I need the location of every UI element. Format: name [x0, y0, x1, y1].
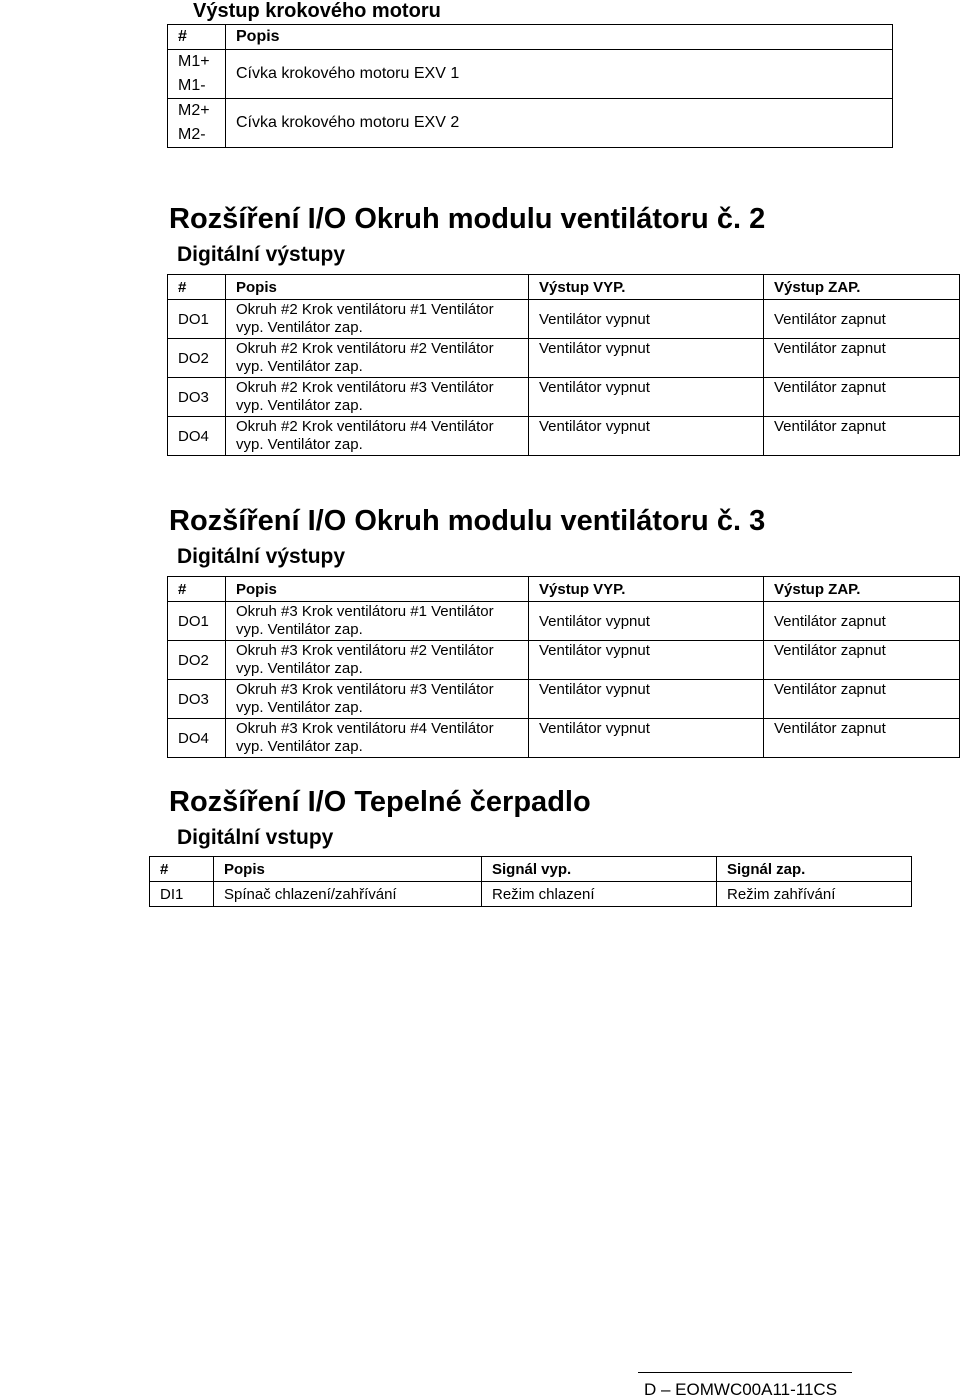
description-line: vyp. Ventilátor zap. [236, 319, 363, 336]
description-line: Okruh #2 Krok ventilátoru #1 Ventilátor [236, 301, 494, 318]
description-line: vyp. Ventilátor zap. [236, 699, 363, 716]
output-on-value: Ventilátor zapnut [764, 300, 960, 339]
output-off-value: Ventilátor vypnut [529, 641, 764, 680]
output-off-value: Ventilátor vypnut [529, 378, 764, 417]
description-cell [226, 417, 529, 456]
col-header-description: Popis [214, 857, 482, 882]
table-row [168, 417, 960, 456]
description-cell [226, 300, 529, 339]
col-header-description: Popis [226, 25, 893, 50]
description-line: vyp. Ventilátor zap. [236, 621, 363, 638]
output-id: DO4 [168, 417, 226, 456]
signal-off-value: Režim chlazení [482, 882, 717, 907]
col-header-output-on: Výstup ZAP. [764, 577, 960, 602]
description-cell [226, 602, 529, 641]
col-header-number: # [168, 275, 226, 300]
table-row [168, 680, 960, 719]
document-code: D – EOMWC00A11-11CS [644, 1380, 838, 1399]
output-id: DO1 [168, 602, 226, 641]
table-row [168, 719, 960, 758]
fan2-section-subtitle: Digitální výstupy [177, 243, 346, 266]
terminal-code: M1+ [168, 50, 226, 75]
pump-section-subtitle: Digitální vstupy [177, 826, 334, 849]
table-row [168, 300, 960, 339]
output-id: DO2 [168, 339, 226, 378]
fan3-section-subtitle: Digitální výstupy [177, 545, 346, 568]
output-on-value: Ventilátor zapnut [764, 641, 960, 680]
col-header-signal-off: Signál vyp. [482, 857, 717, 882]
description-line: Okruh #2 Krok ventilátoru #4 Ventilátor [236, 418, 494, 435]
terminal-code: M2+ [168, 99, 226, 124]
fan3-section-title: Rozšíření I/O Okruh modulu ventilátoru č. 3 [169, 505, 766, 537]
signal-on-value: Režim zahřívání [717, 882, 912, 907]
description-line: vyp. Ventilátor zap. [236, 358, 363, 375]
table-row [168, 641, 960, 680]
col-header-description: Popis [226, 577, 529, 602]
description-cell [226, 378, 529, 417]
table-header-row [168, 275, 960, 300]
description-line: Okruh #3 Krok ventilátoru #2 Ventilátor [236, 642, 494, 659]
description-line: vyp. Ventilátor zap. [236, 738, 363, 755]
table-row [168, 602, 960, 641]
motor-section-title: Výstup krokového motoru [193, 0, 441, 22]
output-id: DO1 [168, 300, 226, 339]
description-line: Okruh #2 Krok ventilátoru #2 Ventilátor [236, 340, 494, 357]
col-header-description: Popis [226, 275, 529, 300]
output-id: DO4 [168, 719, 226, 758]
col-header-output-on: Výstup ZAP. [764, 275, 960, 300]
output-off-value: Ventilátor vypnut [529, 339, 764, 378]
description-cell: Cívka krokového motoru EXV 1 [226, 50, 893, 99]
motor-table [167, 24, 893, 148]
table-row [168, 50, 893, 75]
table-row [168, 378, 960, 417]
description-cell [226, 641, 529, 680]
table-header-row [168, 577, 960, 602]
output-on-value: Ventilátor zapnut [764, 602, 960, 641]
pump-section-title: Rozšíření I/O Tepelné čerpadlo [169, 786, 591, 818]
description-line: Okruh #2 Krok ventilátoru #3 Ventilátor [236, 379, 494, 396]
output-id: DO3 [168, 378, 226, 417]
table-header-row [168, 25, 893, 50]
output-on-value: Ventilátor zapnut [764, 680, 960, 719]
table-row [168, 99, 893, 124]
description-cell [226, 719, 529, 758]
terminal-code: M1- [168, 74, 226, 99]
output-on-value: Ventilátor zapnut [764, 417, 960, 456]
fan2-section-title: Rozšíření I/O Okruh modulu ventilátoru č. 2 [169, 203, 766, 235]
output-id: DO2 [168, 641, 226, 680]
col-header-number: # [150, 857, 214, 882]
description-line: Okruh #3 Krok ventilátoru #1 Ventilátor [236, 603, 494, 620]
col-header-number: # [168, 25, 226, 50]
output-off-value: Ventilátor vypnut [529, 300, 764, 339]
description-line: Okruh #3 Krok ventilátoru #3 Ventilátor [236, 681, 494, 698]
fan2-table [167, 274, 960, 456]
output-on-value: Ventilátor zapnut [764, 339, 960, 378]
output-on-value: Ventilátor zapnut [764, 378, 960, 417]
terminal-code: M2- [168, 123, 226, 148]
output-off-value: Ventilátor vypnut [529, 602, 764, 641]
description-line: vyp. Ventilátor zap. [236, 436, 363, 453]
output-id: DO3 [168, 680, 226, 719]
output-on-value: Ventilátor zapnut [764, 719, 960, 758]
fan3-table [167, 576, 960, 758]
description-line: vyp. Ventilátor zap. [236, 397, 363, 414]
description-cell [226, 680, 529, 719]
description-line: Okruh #3 Krok ventilátoru #4 Ventilátor [236, 720, 494, 737]
table-row [150, 882, 912, 907]
output-off-value: Ventilátor vypnut [529, 719, 764, 758]
input-id: DI1 [150, 882, 214, 907]
output-off-value: Ventilátor vypnut [529, 417, 764, 456]
col-header-signal-on: Signál zap. [717, 857, 912, 882]
table-row [168, 339, 960, 378]
description-cell: Spínač chlazení/zahřívání [214, 882, 482, 907]
col-header-output-off: Výstup VYP. [529, 577, 764, 602]
table-header-row [150, 857, 912, 882]
description-cell [226, 339, 529, 378]
col-header-number: # [168, 577, 226, 602]
col-header-output-off: Výstup VYP. [529, 275, 764, 300]
description-line: vyp. Ventilátor zap. [236, 660, 363, 677]
output-off-value: Ventilátor vypnut [529, 680, 764, 719]
pump-table [149, 856, 912, 907]
description-cell: Cívka krokového motoru EXV 2 [226, 99, 893, 148]
footer-divider [638, 1372, 852, 1373]
